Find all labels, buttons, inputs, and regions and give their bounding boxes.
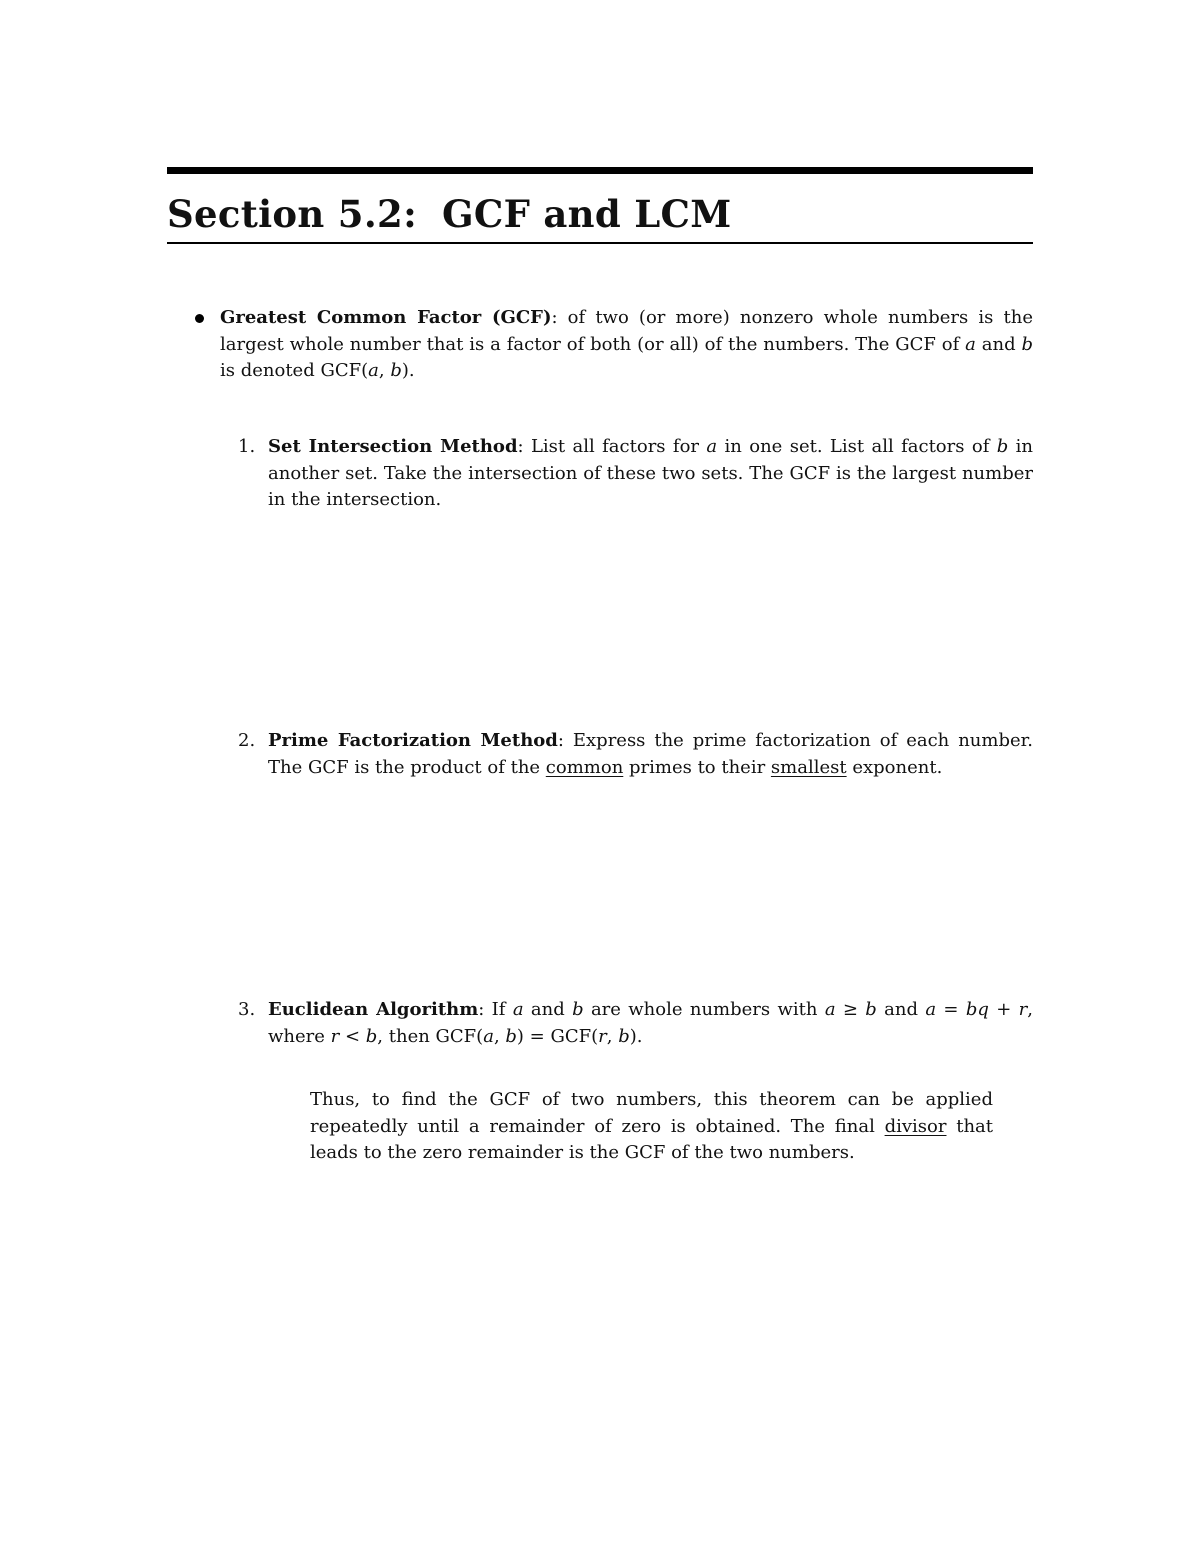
method-term: Set Intersection Method [268, 436, 518, 457]
definition-text: is denoted GCF( [220, 360, 369, 381]
var-a: a [965, 333, 976, 355]
underlined-word-common: common [545, 756, 624, 778]
list-number: 3. [238, 999, 256, 1020]
method-text: and [523, 999, 573, 1020]
method-text: , then GCF( [377, 1025, 484, 1047]
gcf-term: Greatest Common Factor (GCF) [220, 307, 552, 328]
definition-text: , [378, 360, 391, 381]
heading-underline-rule [167, 242, 1033, 244]
method-3-text [268, 997, 1033, 1050]
method-text: primes to their [623, 756, 771, 778]
definition-text: and [975, 333, 1022, 355]
list-number: 1. [238, 436, 256, 457]
var-a: a [368, 360, 379, 381]
var-a: a [706, 436, 718, 457]
section-heading [167, 188, 1033, 240]
method-text: and [876, 999, 926, 1020]
underlined-word-divisor: divisor [884, 1115, 947, 1137]
remainder-condition: r < b [330, 1025, 378, 1047]
note-text: Thus, to find the GCF of two numbers, this theorem can be applied repeatedly until a remainder of zero is obtained. The final [310, 1089, 993, 1137]
var-a: a [512, 999, 524, 1020]
var-b: b [390, 360, 402, 381]
inequality-expression: a ≥ b [824, 999, 877, 1020]
list-number: 2. [238, 730, 256, 751]
method-text: exponent. [846, 756, 943, 778]
var-b: b [1021, 333, 1033, 355]
method-2-text [268, 728, 1033, 781]
method-text: , [606, 1025, 619, 1047]
var-b: b [505, 1025, 517, 1047]
var-b: b [618, 1025, 630, 1047]
method-text: : Express the prime factorization of each number. The GCF is the product of the [268, 730, 1033, 778]
method-text: ) = GCF( [516, 1025, 599, 1047]
method-1-text [268, 434, 1033, 514]
var-r: r [598, 1025, 607, 1047]
bullet-icon [195, 314, 204, 323]
method-text: in another set. Take the intersection of these two sets. The GCF is the largest number in the intersection. [268, 436, 1034, 510]
method-text: ). [629, 1025, 643, 1047]
var-a: a [483, 1025, 494, 1047]
method-text: : If [478, 999, 513, 1020]
definition-text: : of two (or more) nonzero whole numbers is the largest whole number that is a factor of both (or all) of the numbers. The GCF of [220, 307, 1033, 355]
var-b: b [996, 436, 1009, 457]
method-term: Prime Factorization Method [268, 730, 558, 751]
section-number: Section 5.2: [167, 192, 418, 236]
method-text: : List all factors for [517, 436, 707, 457]
method-text: are whole numbers with [583, 999, 825, 1020]
method-text: in one set. List all factors of [717, 436, 997, 457]
method-text: , where [268, 999, 1033, 1047]
method-1-set-intersection [238, 434, 1033, 514]
note-text: that leads to the zero remainder is the GCF of the two numbers. [310, 1115, 994, 1163]
underlined-word-smallest: smallest [770, 756, 847, 778]
method-term: Euclidean Algorithm [268, 999, 479, 1020]
definition-text: ). [401, 360, 415, 381]
method-text: , [493, 1025, 506, 1047]
gcf-definition-text [220, 305, 1033, 385]
var-b: b [572, 999, 584, 1020]
method-3-euclidean-algorithm [238, 997, 1033, 1050]
euclid-note-paragraph [310, 1087, 993, 1167]
division-equation: a = bq + r [925, 999, 1028, 1020]
method-2-prime-factorization [238, 728, 1033, 781]
section-title: GCF and LCM [442, 192, 732, 236]
gcf-definition-bullet [195, 305, 1033, 385]
top-rule [167, 167, 1033, 174]
